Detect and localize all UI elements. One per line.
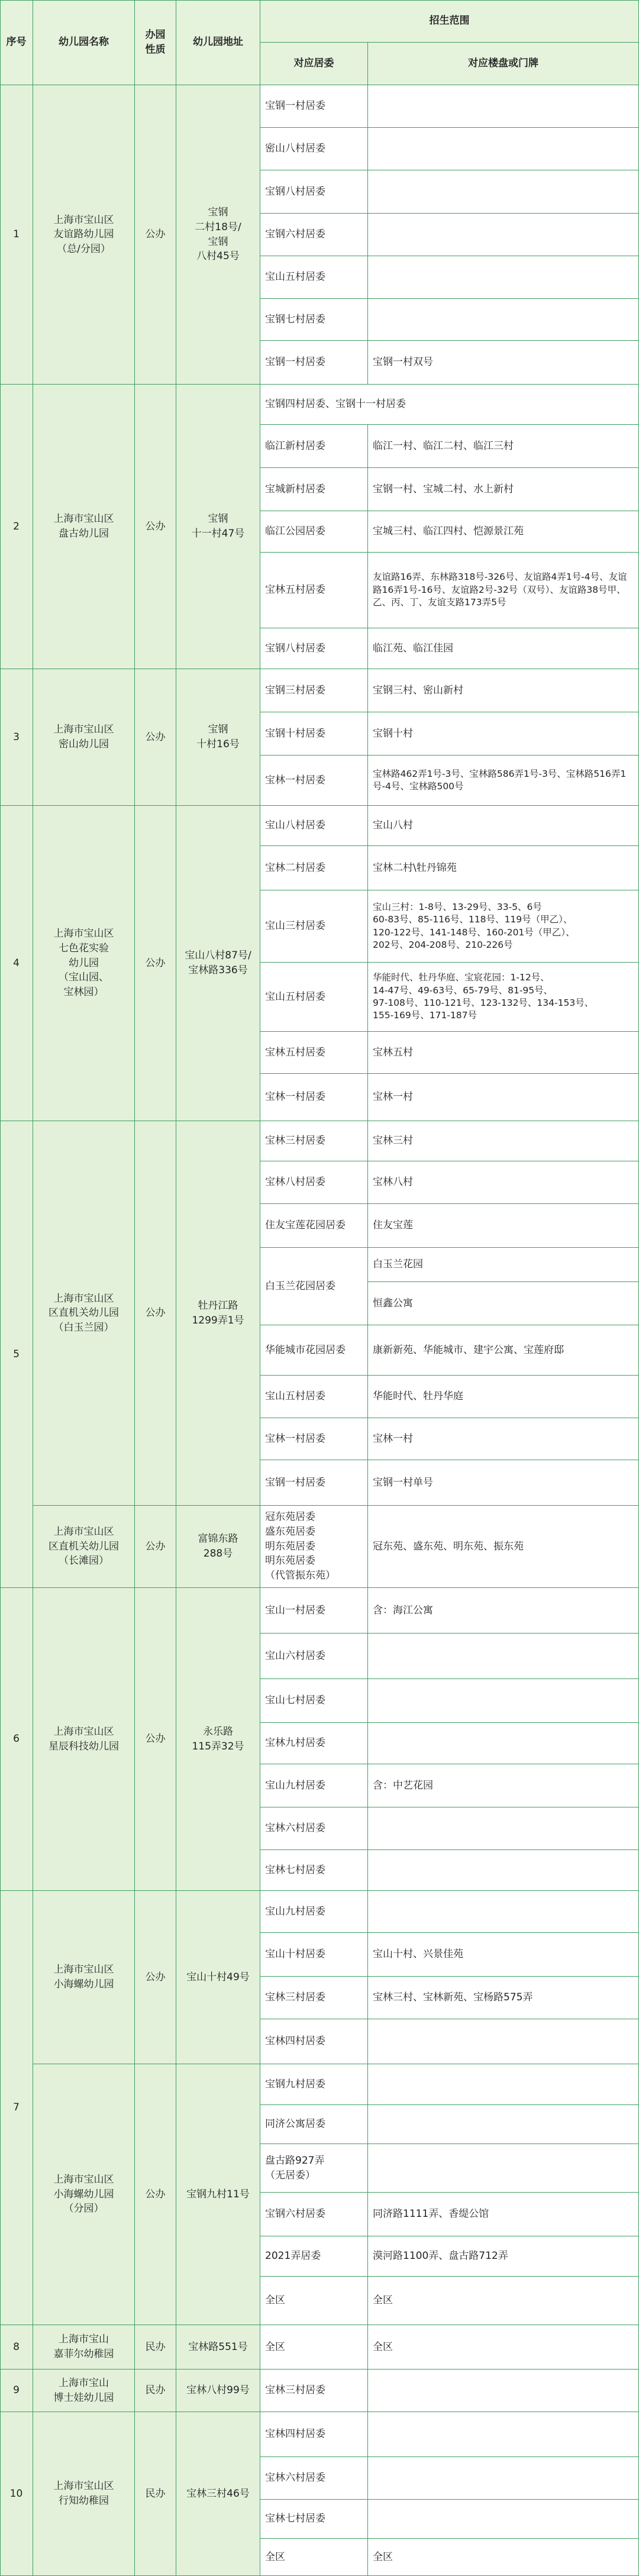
kindergarten-type: 公办 [135, 2064, 176, 2325]
committee-cell: 临江公园居委 [260, 511, 368, 553]
committee-cell: 宝钢九村居委 [260, 2064, 368, 2105]
kindergarten-address: 富锦东路 288号 [176, 1506, 260, 1588]
building-cell: 宝钢一村、宝城二村、水上新村 [368, 468, 639, 511]
kindergarten-type: 公办 [135, 806, 176, 1121]
kindergarten-address: 永乐路 115弄32号 [176, 1588, 260, 1891]
building-cell [368, 2457, 639, 2500]
building-cell: 宝林八村 [368, 1161, 639, 1204]
kindergarten-address: 宝山十村49号 [176, 1891, 260, 2064]
committee-cell: 宝钢六村居委 [260, 2193, 368, 2236]
committee-cell: 宝林四村居委 [260, 2412, 368, 2457]
committee-cell: 宝山三村居委 [260, 890, 368, 963]
building-cell [368, 2064, 639, 2105]
building-cell [368, 2500, 639, 2539]
building-cell: 全区 [368, 2325, 639, 2370]
building-cell [368, 2370, 639, 2412]
committee-cell: 冠东苑居委 盛东苑居委 明东苑居委 明东苑居委 （代管振东苑） [260, 1506, 368, 1588]
committee-cell: 宝山五村居委 [260, 1376, 368, 1418]
kindergarten-type: 民办 [135, 2412, 176, 2576]
committee-cell: 宝山九村居委 [260, 1764, 368, 1807]
kindergarten-type: 民办 [135, 2325, 176, 2370]
kindergarten-name: 上海市宝山区 星辰科技幼儿园 [33, 1588, 135, 1891]
kindergarten-type: 公办 [135, 385, 176, 669]
building-cell: 友谊路16弄、东林路318号-326号、友谊路4弄1号-4号、友谊路16弄1号-16号、友谊路2号-32号（双号）、友谊路38号甲、乙、丙、丁、友谊支路173弄5号 [368, 553, 639, 628]
building-cell [368, 2019, 639, 2064]
committee-cell: 宝钢三村居委 [260, 669, 368, 712]
kindergarten-type: 公办 [135, 1121, 176, 1506]
header-scope: 招生范围 [260, 0, 639, 43]
building-cell: 白玉兰花园 [368, 1248, 639, 1282]
kindergarten-name: 上海市宝山区 区直机关幼儿园 （白玉兰园） [33, 1121, 135, 1506]
building-cell: 宝林三村、宝林新苑、宝杨路575弄 [368, 1977, 639, 2019]
building-cell [368, 2105, 639, 2144]
header-address: 幼儿园地址 [176, 0, 260, 85]
building-cell [368, 2144, 639, 2193]
building-cell: 宝山八村 [368, 806, 639, 846]
kindergarten-type: 公办 [135, 1588, 176, 1891]
building-cell [368, 256, 639, 299]
kindergarten-name: 上海市宝山区 盘古幼儿园 [33, 385, 135, 669]
kindergarten-index: 9 [0, 2370, 33, 2412]
committee-cell: 宝山九村居委 [260, 1891, 368, 1933]
committee-cell: 宝钢八村居委 [260, 628, 368, 669]
committee-cell: 宝林四村居委 [260, 2019, 368, 2064]
building-cell: 漠河路1100弄、盘古路712弄 [368, 2236, 639, 2277]
committee-cell: 宝林三村居委 [260, 1121, 368, 1161]
building-cell: 宝钢三村、密山新村 [368, 669, 639, 712]
kindergarten-address: 宝山八村87号/ 宝林路336号 [176, 806, 260, 1121]
kindergarten-index: 4 [0, 806, 33, 1121]
header-name: 幼儿园名称 [33, 0, 135, 85]
committee-cell: 宝钢一村居委 [260, 85, 368, 128]
kindergarten-index: 8 [0, 2325, 33, 2370]
building-cell: 华能时代、牡丹华庭 [368, 1376, 639, 1418]
building-cell [368, 214, 639, 256]
kindergarten-type: 民办 [135, 2370, 176, 2412]
committee-cell: 宝林三村居委 [260, 1977, 368, 2019]
building-cell: 同济路1111弄、香缇公馆 [368, 2193, 639, 2236]
committee-cell: 盘古路927弄 （无居委） [260, 2144, 368, 2193]
building-cell [368, 299, 639, 341]
building-cell [368, 1679, 639, 1723]
kindergarten-name: 上海市宝山区 小海螺幼儿园 [33, 1891, 135, 2064]
kindergarten-index: 6 [0, 1588, 33, 1891]
committee-cell: 宝林七村居委 [260, 1850, 368, 1891]
kindergarten-address: 牡丹江路 1299弄1号 [176, 1121, 260, 1506]
committee-cell: 宝钢一村居委 [260, 1460, 368, 1506]
building-cell [368, 170, 639, 214]
kindergarten-index: 5 [0, 1121, 33, 1588]
building-cell: 恒鑫公寓 [368, 1282, 639, 1325]
header-type: 办园 性质 [135, 0, 176, 85]
committee-cell: 宝山八村居委 [260, 806, 368, 846]
building-cell: 宝林三村 [368, 1121, 639, 1161]
building-cell [368, 1891, 639, 1933]
building-cell: 宝钢十村 [368, 712, 639, 756]
committee-cell: 宝钢七村居委 [260, 299, 368, 341]
building-cell: 住友宝莲 [368, 1204, 639, 1248]
kindergarten-index: 10 [0, 2412, 33, 2576]
committee-cell: 宝林一村居委 [260, 1074, 368, 1121]
kindergarten-name: 上海市宝山 嘉菲尔幼稚园 [33, 2325, 135, 2370]
kindergarten-name: 上海市宝山区 小海螺幼儿园 （分园） [33, 2064, 135, 2325]
kindergarten-type: 公办 [135, 669, 176, 806]
header-building: 对应楼盘或门牌 [368, 43, 639, 85]
committee-cell: 宝林一村居委 [260, 756, 368, 806]
committee-cell: 宝山一村居委 [260, 1588, 368, 1634]
kindergarten-index: 7 [0, 1891, 33, 2325]
committee-cell: 宝林七村居委 [260, 2500, 368, 2539]
committee-cell: 住友宝莲花园居委 [260, 1204, 368, 1248]
header-index: 序号 [0, 0, 33, 85]
kindergarten-index: 3 [0, 669, 33, 806]
kindergarten-name: 上海市宝山区 七色花实验 幼儿园 （宝山园、 宝林园） [33, 806, 135, 1121]
building-cell: 宝山三村：1-8号、13-29号、33-5、6号 60-83号、85-116号、118号、119号（甲乙）、 120-122号、141-148号、160-201号（甲乙）、 202号、204-208号、210-226号 [368, 890, 639, 963]
kindergarten-address: 宝林三村46号 [176, 2412, 260, 2576]
committee-cell: 宝山七村居委 [260, 1679, 368, 1723]
kindergarten-address: 宝林八村99号 [176, 2370, 260, 2412]
building-cell: 宝林路462弄1号-3号、宝林路586弄1号-3号、宝林路516弄1号-4号、宝林路500号 [368, 756, 639, 806]
header-committee: 对应居委 [260, 43, 368, 85]
building-cell: 宝钢一村双号 [368, 341, 639, 385]
committee-cell: 华能城市花园居委 [260, 1325, 368, 1376]
building-cell [368, 128, 639, 170]
committee-cell: 宝山五村居委 [260, 256, 368, 299]
committee-cell: 同济公寓居委 [260, 2105, 368, 2144]
kindergarten-address: 宝林路551号 [176, 2325, 260, 2370]
committee-cell: 宝林一村居委 [260, 1418, 368, 1460]
building-cell [368, 1634, 639, 1679]
kindergarten-type: 公办 [135, 85, 176, 385]
kindergarten-address: 宝钢九村11号 [176, 2064, 260, 2325]
committee-cell: 宝钢八村居委 [260, 170, 368, 214]
building-cell: 宝山十村、兴景佳苑 [368, 1933, 639, 1977]
committee-cell: 宝林八村居委 [260, 1161, 368, 1204]
building-cell: 宝林二村\牡丹锦苑 [368, 846, 639, 890]
committee-cell: 宝林三村居委 [260, 2370, 368, 2412]
committee-cell: 宝城新村居委 [260, 468, 368, 511]
committee-cell: 宝林五村居委 [260, 553, 368, 628]
committee-cell: 宝钢四村居委、宝钢十一村居委 [260, 385, 639, 425]
kindergarten-address: 宝钢 十村16号 [176, 669, 260, 806]
building-cell [368, 1807, 639, 1850]
committee-cell: 临江新村居委 [260, 425, 368, 468]
committee-cell: 宝林九村居委 [260, 1723, 368, 1764]
committee-cell: 宝钢十村居委 [260, 712, 368, 756]
committee-cell: 2021弄居委 [260, 2236, 368, 2277]
building-cell: 康新新苑、华能城市、建宇公寓、宝莲府邸 [368, 1325, 639, 1376]
committee-cell: 密山八村居委 [260, 128, 368, 170]
committee-cell: 宝林六村居委 [260, 2457, 368, 2500]
committee-cell: 全区 [260, 2277, 368, 2325]
kindergarten-type: 公办 [135, 1506, 176, 1588]
building-cell [368, 85, 639, 128]
building-cell: 临江一村、临江二村、临江三村 [368, 425, 639, 468]
building-cell: 宝林一村 [368, 1418, 639, 1460]
kindergarten-type: 公办 [135, 1891, 176, 2064]
building-cell: 含：海江公寓 [368, 1588, 639, 1634]
committee-cell: 宝林五村居委 [260, 1032, 368, 1074]
kindergarten-name: 上海市宝山区 区直机关幼儿园 （长滩园） [33, 1506, 135, 1588]
building-cell: 宝钢一村单号 [368, 1460, 639, 1506]
committee-cell: 宝林二村居委 [260, 846, 368, 890]
building-cell [368, 1850, 639, 1891]
kindergarten-index: 1 [0, 85, 33, 385]
committee-cell: 宝山五村居委 [260, 963, 368, 1032]
building-cell [368, 1723, 639, 1764]
building-cell: 临江苑、临江佳园 [368, 628, 639, 669]
kindergarten-name: 上海市宝山区 友谊路幼儿园 （总/分园） [33, 85, 135, 385]
committee-cell: 全区 [260, 2325, 368, 2370]
kindergarten-address: 宝钢 十一村47号 [176, 385, 260, 669]
kindergarten-address: 宝钢 二村18号/ 宝钢 八村45号 [176, 85, 260, 385]
kindergarten-index: 2 [0, 385, 33, 669]
committee-cell: 宝山六村居委 [260, 1634, 368, 1679]
committee-cell: 宝钢一村居委 [260, 341, 368, 385]
building-cell [368, 2412, 639, 2457]
building-cell: 冠东苑、盛东苑、明东苑、振东苑 [368, 1506, 639, 1588]
committee-cell: 全区 [260, 2539, 368, 2576]
building-cell: 宝林五村 [368, 1032, 639, 1074]
committee-cell: 宝钢六村居委 [260, 214, 368, 256]
building-cell: 全区 [368, 2277, 639, 2325]
committee-cell: 宝山十村居委 [260, 1933, 368, 1977]
kindergarten-name: 上海市宝山 博士娃幼儿园 [33, 2370, 135, 2412]
kindergarten-name: 上海市宝山区 行知幼稚园 [33, 2412, 135, 2576]
committee-cell: 宝林六村居委 [260, 1807, 368, 1850]
building-cell: 含：中艺花园 [368, 1764, 639, 1807]
building-cell: 宝城三村、临江四村、恺源景江苑 [368, 511, 639, 553]
building-cell: 全区 [368, 2539, 639, 2576]
committee-cell: 白玉兰花园居委 [260, 1248, 368, 1325]
kindergarten-name: 上海市宝山区 密山幼儿园 [33, 669, 135, 806]
building-cell: 华能时代、牡丹华庭、宝宸花园：1-12号、 14-47号、49-63号、65-79号、81-95号、 97-108号、110-121号、123-132号、134-153号、 155-169号、171-187号 [368, 963, 639, 1032]
building-cell: 宝林一村 [368, 1074, 639, 1121]
